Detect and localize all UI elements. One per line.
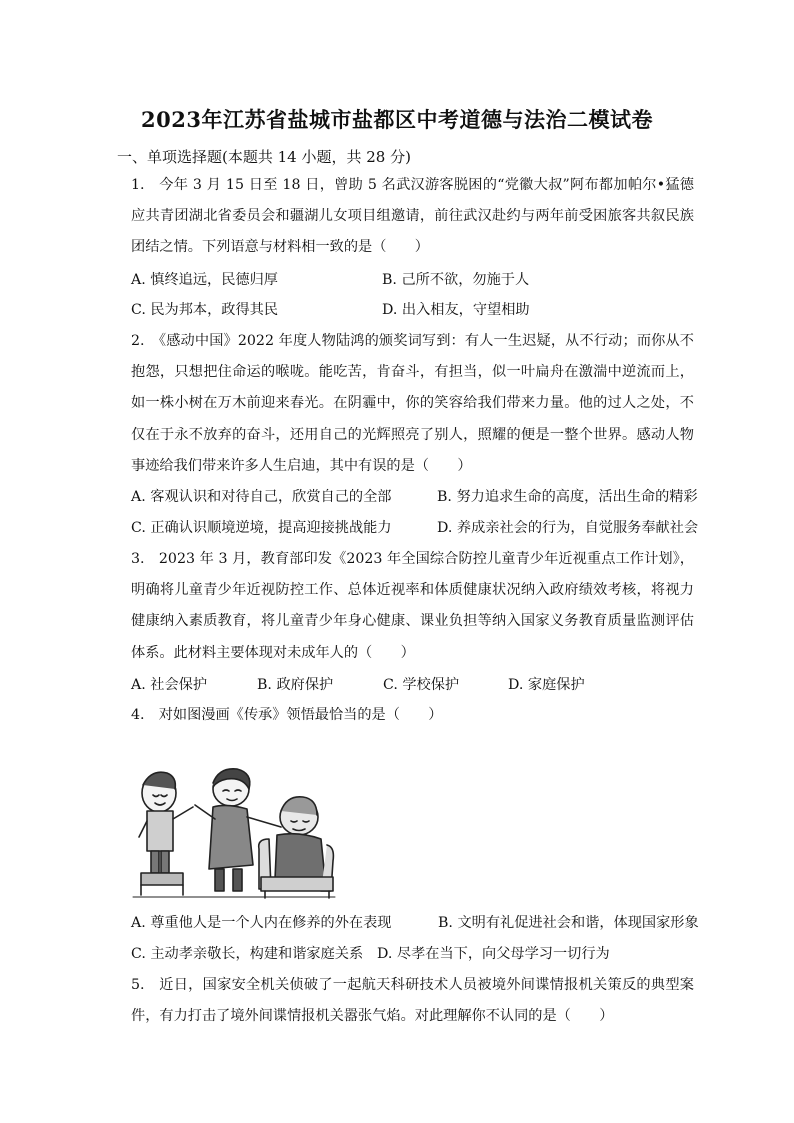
cartoon-chuancheng-illustration: [131, 765, 336, 900]
question-4-stem: 4. 对如图漫画《传承》领悟最恰当的是（ ）: [131, 707, 443, 723]
question-5-stem: 5. 近日，国家安全机关侦破了一起航天科研技术人员被境外间谍情报机关策反的典型案件，有力打击了境外间谍情报机关嚣张气焰。对此理解你不认同的是（ ）: [131, 977, 694, 1025]
question-3-option-d: D. 家庭保护: [508, 677, 585, 693]
question-1-option-c: C. 民为邦本，政得其民: [131, 302, 279, 318]
question-4-option-c: C. 主动孝亲敬长，构建和谐家庭关系: [131, 946, 364, 962]
question-2-option-a: A. 客观认识和对待自己，欣赏自己的全部: [131, 489, 392, 505]
question-3-options-row: [131, 675, 711, 695]
question-4-options-row-1: [131, 913, 711, 933]
question-2-options-row-1: [131, 487, 711, 507]
question-2-option-c: C. 正确认识顺境逆境，提高迎接挑战能力: [131, 520, 392, 536]
question-1-options-row-1: [131, 270, 711, 290]
question-2-option-d: D. 养成亲社会的行为，自觉服务奉献社会: [437, 520, 699, 536]
question-1-stem: 1. 今年 3 月 15 日至 18 日，曾助 5 名武汉游客脱困的“党徽大叔”阿布都加帕尔•猛德应共青团湖北省委员会和疆湖儿女项目组邀请，前往武汉赴约与两年前受困旅客共叙民族团结之情。下列语意与材料相一致的是（ ）: [131, 177, 694, 256]
question-4-option-a: A. 尊重他人是一个人内在修养的外在表现: [131, 915, 392, 931]
question-1-options-row-2: [131, 300, 711, 320]
question-4-options-row-2: [131, 944, 711, 964]
question-1-option-b: B. 己所不欲，勿施于人: [382, 272, 530, 288]
question-3-option-b: B. 政府保护: [257, 677, 334, 693]
question-2-options-row-2: [131, 518, 711, 538]
question-1-option-a: A. 慎终追远，民德归厚: [131, 272, 278, 288]
exam-title: 2023年江苏省盐城市盐都区中考道德与法治二模试卷: [141, 107, 653, 132]
question-4-option-b: B. 文明有礼促进社会和谐，体现国家形象: [438, 915, 699, 931]
question-1-option-d: D. 出入相友，守望相助: [382, 302, 530, 318]
question-3-option-a: A. 社会保护: [131, 677, 208, 693]
question-2-stem: 2. 《感动中国》2022 年度人物陆鸿的颁奖词写到：有人一生迟疑，从不行动；而你从不抱怨，只想把住命运的喉咙。能吃苦，肯奋斗，有担当，似一叶扁舟在激湍中逆流而上，如一株小树在万木前迎来春光。在阴霾中，你的笑容给我们带来力量。他的过人之处，不仅在于永不放弃的奋斗，还用自己的光辉照亮了别人，照耀的便是一整个世界。感动人物事迹给我们带来许多人生启迪，其中有误的是（ ）: [131, 333, 694, 474]
question-3-stem: 3. 2023 年 3 月，教育部印发《2023 年全国综合防控儿童青少年近视重点工作计划》，明确将儿童青少年近视防控工作、总体近视率和体质健康状况纳入政府绩效考核，将视力健康纳入素质教育，将儿童青少年身心健康、课业负担等纳入国家义务教育质量监测评估体系。此材料主要体现对未成年人的（ ）: [131, 551, 694, 661]
section-heading: 一、单项选择题(本题共 14 小题，共 28 分): [117, 148, 411, 166]
question-4-option-d: D. 尽孝在当下，向父母学习一切行为: [377, 946, 610, 962]
question-2-option-b: B. 努力追求生命的高度，活出生命的精彩: [437, 489, 698, 505]
question-3-option-c: C. 学校保护: [383, 677, 460, 693]
